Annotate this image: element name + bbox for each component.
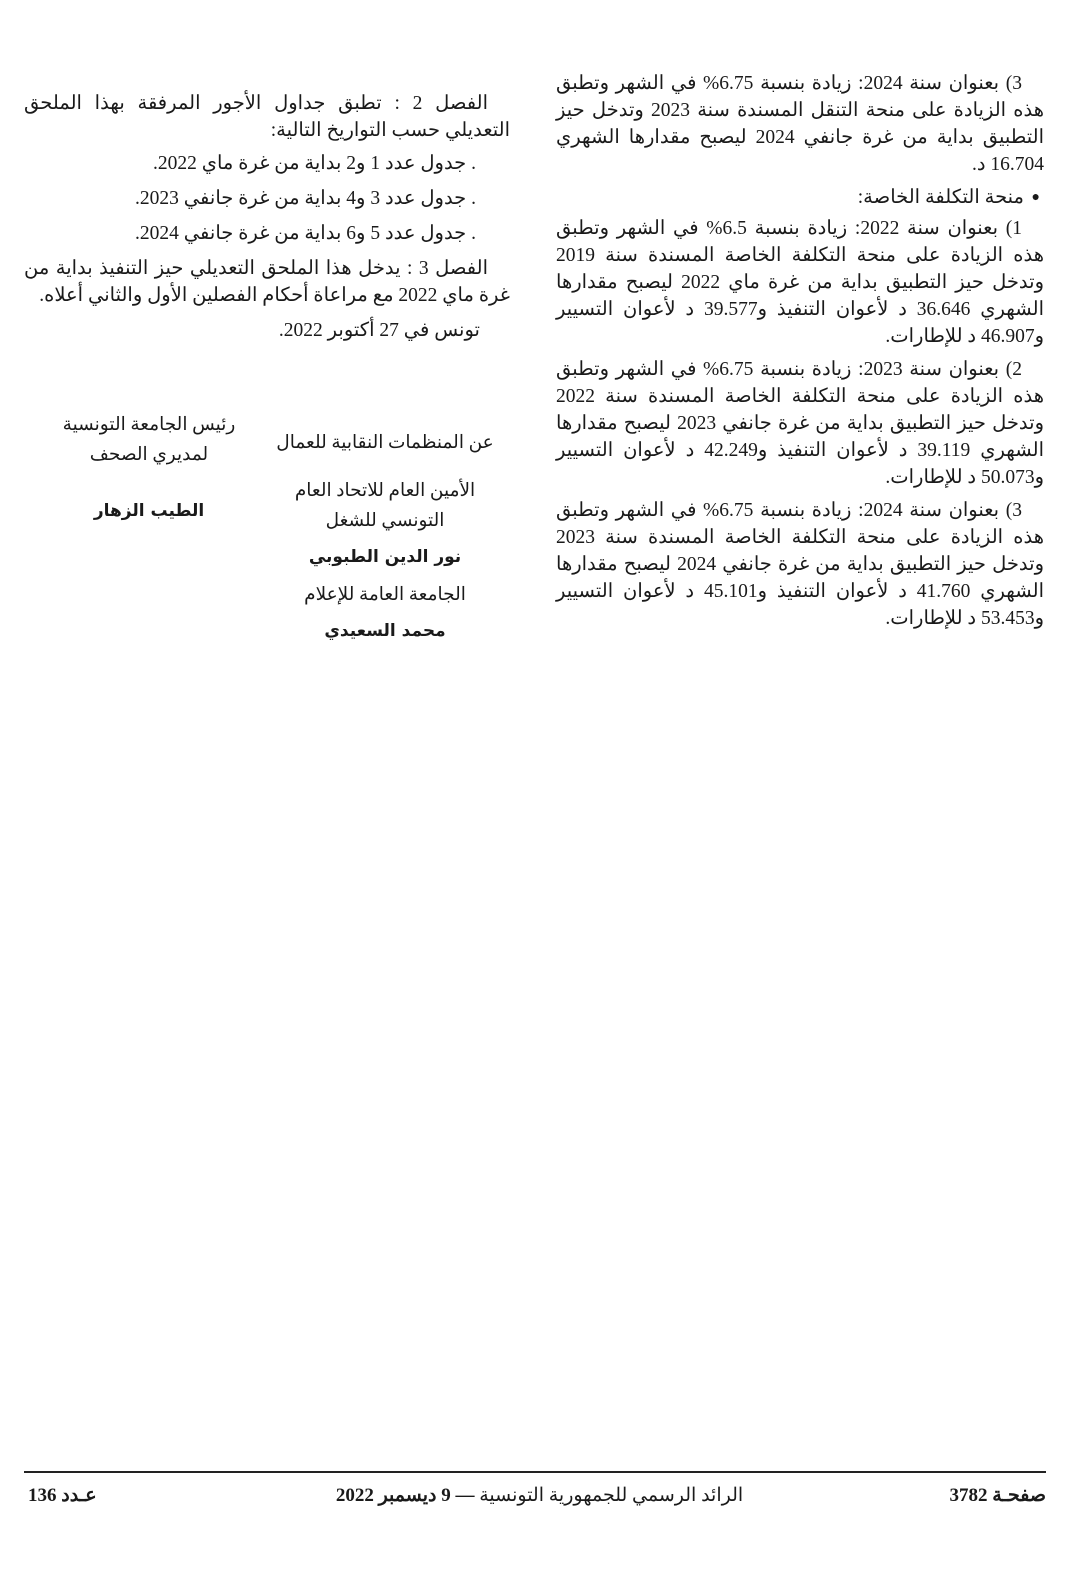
footer-rule xyxy=(24,1471,1046,1473)
bullet-label: منحة التكلفة الخاصة: xyxy=(857,187,1024,208)
footer-issue-number: عـدد 136 xyxy=(28,1485,97,1506)
unions-heading: عن المنظمات النقابية للعمال xyxy=(276,433,494,453)
left-column xyxy=(24,90,510,354)
bullet-special-cost-allowance xyxy=(556,184,1044,211)
paragraph-cost-2022: 1) بعنوان سنة 2022: زيادة بنسبة 6.5% في الشهر وتطبق هذه الزيادة على منحة التكلفة الخاصة المسندة سنة 2019 وتدخل حيز التطبيق بداية من غرة ماي 2022 ليصبح مقدارها الشهري 36.646 د لأعوان التنفيذ و39.577 د لأعوان التسيير و46.907 د للإطارات. xyxy=(556,218,1045,347)
paragraph-cost-2024: 3) بعنوان سنة 2024: زيادة بنسبة 6.75% في الشهر وتطبق هذه الزيادة على منحة التكلفة الخاصة المسندة سنة 2023 وتدخل حيز التطبيق بداية من غرة جانفي 2024 ليصبح مقدارها الشهري 41.760 د لأعوان التنفيذ و45.101 د لأعوان التسيير و53.453 د للإطارات. xyxy=(556,500,1045,629)
paragraph-transport-2024: 3) بعنوان سنة 2024: زيادة بنسبة 6.75% في الشهر وتطبق هذه الزيادة على منحة التنقل المسندة سنة 2023 وتدخل حيز التطبيق بداية من غرة جانفي 2024 ليصبح مقدارها الشهري 16.704 د. xyxy=(556,73,1045,175)
journal-name: الرائد الرسمي للجمهورية التونسية xyxy=(479,1485,744,1506)
ugtt-title-line-1: الأمين العام للاتحاد العام xyxy=(294,481,476,501)
media-signatory-name: محمد السعيدي xyxy=(324,621,446,641)
ugtt-title-line-2: التونسي للشغل xyxy=(325,511,445,531)
paragraph-cost-2023: 2) بعنوان سنة 2023: زيادة بنسبة 6.75% في الشهر وتطبق هذه الزيادة على منحة التكلفة الخاصة المسندة سنة 2022 وتدخل حيز التطبيق بداية من غرة جانفي 2023 ليصبح مقدارها الشهري 39.119 د لأعوان التنفيذ و42.249 د لأعوان التسيير و50.073 د للإطارات. xyxy=(556,359,1045,488)
article-3: الفصل 3 : يدخل هذا الملحق التعديلي حيز التنفيذ بداية من غرة ماي 2022 مع مراعاة أحكام الفصلين الأول والثاني أعلاه. xyxy=(24,258,510,306)
footer-journal-title xyxy=(0,1484,1079,1507)
list-item: . جدول عدد 5 و6 بداية من غرة جانفي 2024. xyxy=(135,223,476,244)
place-and-date: تونس في 27 أكتوبر 2022. xyxy=(278,320,480,341)
federation-signatory-name: الطيب الزهار xyxy=(93,501,205,521)
journal-date: — 9 ديسمبر 2022 xyxy=(335,1485,475,1506)
list-item: . جدول عدد 1 و2 بداية من غرة ماي 2022. xyxy=(152,153,476,174)
federation-title-line-1: رئيس الجامعة التونسية xyxy=(62,415,236,435)
right-column xyxy=(556,70,1044,638)
footer-page-number: صفحـة 3782 xyxy=(949,1485,1046,1506)
bullet-dot-icon: ● xyxy=(1031,190,1040,205)
federation-title-line-2: لمديري الصحف xyxy=(89,445,209,465)
signature-publishers xyxy=(44,410,254,526)
media-federation-title: الجامعة العامة للإعلام xyxy=(304,585,466,605)
list-item: . جدول عدد 3 و4 بداية من غرة جانفي 2023. xyxy=(135,188,476,209)
ugtt-signatory-name: نور الدين الطبوبي xyxy=(308,547,462,567)
article-2: الفصل 2 : تطبق جداول الأجور المرفقة بهذا الملحق التعديلي حسب التواريخ التالية: xyxy=(24,93,510,141)
signature-unions xyxy=(260,410,510,646)
